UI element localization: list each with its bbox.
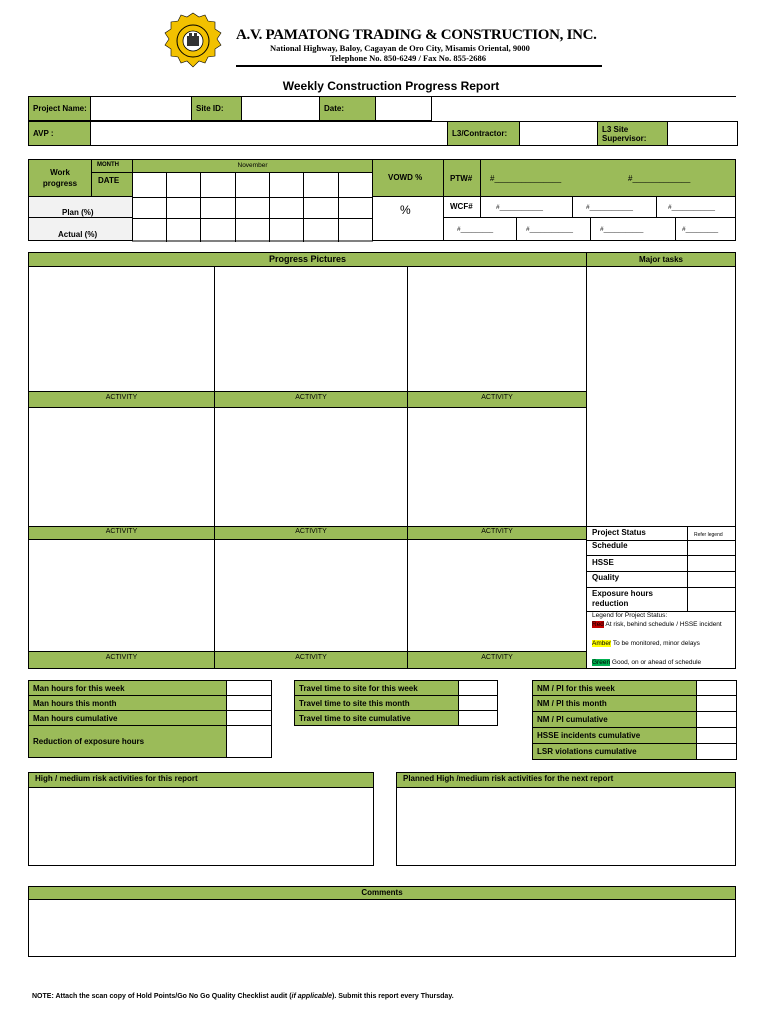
travel-time-table xyxy=(294,680,498,726)
contractor-field[interactable] xyxy=(520,122,598,146)
ref-field-3[interactable]: #___________ xyxy=(600,226,644,233)
vowd-label: VOWD % xyxy=(388,173,423,182)
company-name: A.V. PAMATONG TRADING & CONSTRUCTION, INC. xyxy=(236,27,597,43)
nm-pi-week-field[interactable] xyxy=(697,681,737,696)
planned-risk-title: Planned High /medium risk activities for the next report xyxy=(403,774,614,783)
ptw-label: PTW# xyxy=(450,174,473,183)
photo-slot[interactable] xyxy=(215,266,408,392)
site-id-field[interactable] xyxy=(242,97,320,121)
travel-cum-label: Travel time to site cumulative xyxy=(295,711,459,726)
nm-pi-cum-label: NM / PI cumulative xyxy=(533,712,697,728)
status-field[interactable] xyxy=(688,541,736,555)
hsse-metrics-table xyxy=(532,680,737,760)
activity-label[interactable]: ACTIVITY xyxy=(105,528,138,535)
major-tasks-panel[interactable] xyxy=(586,266,736,527)
date-row-label: DATE xyxy=(98,176,120,185)
activity-label[interactable]: ACTIVITY xyxy=(481,654,513,661)
activity-label[interactable]: ACTIVITY xyxy=(105,394,138,401)
legend-red: Red At risk, behind schedule / HSSE incident xyxy=(592,621,722,628)
legend-amber: Amber To be monitored, minor delays xyxy=(592,640,700,647)
work-progress-label: Work progress xyxy=(42,168,78,188)
man-hours-week-label: Man hours for this week xyxy=(29,681,227,696)
ptw-field-2[interactable]: #_____________ xyxy=(628,174,691,183)
vowd-value: % xyxy=(400,203,411,217)
amber-tag: Amber xyxy=(592,640,612,647)
report-title: Weekly Construction Progress Report xyxy=(282,79,500,93)
project-name-label: Project Name: xyxy=(29,97,91,121)
travel-cum-field[interactable] xyxy=(459,711,498,726)
activity-label[interactable]: ACTIVITY xyxy=(295,394,327,401)
man-hours-table xyxy=(28,680,272,758)
wcf-field-1[interactable]: #____________ xyxy=(496,204,543,211)
company-address: National Highway, Baloy, Cagayan de Oro City, Misamis Oriental, 9000 xyxy=(270,43,530,53)
current-risk-field[interactable] xyxy=(28,787,374,866)
avp-label: AVP : xyxy=(29,122,91,146)
wcf-field-2[interactable]: #____________ xyxy=(586,204,633,211)
footer-note: NOTE: Attach the scan copy of Hold Points/Go No Go Quality Checklist audit (if applicable). Submit this report every Thursday. xyxy=(32,993,454,1000)
man-hours-month-label: Man hours this month xyxy=(29,696,227,711)
quality-label: Quality xyxy=(592,573,620,582)
ref-field-1[interactable]: #_________ xyxy=(457,226,494,233)
refer-legend-label: Refer legend xyxy=(694,532,723,538)
month-label: MONTH xyxy=(97,162,119,168)
legend-title: Legend for Project Status: xyxy=(592,612,668,619)
exposure-label: Exposure hours reduction xyxy=(592,589,653,608)
activity-label[interactable]: ACTIVITY xyxy=(481,394,513,401)
company-phone: Telephone No. 850-6249 / Fax No. 855-2686 xyxy=(330,53,486,63)
project-status-label: Project Status xyxy=(592,528,646,537)
date-cells xyxy=(132,172,373,197)
man-hours-cum-field[interactable] xyxy=(227,711,272,726)
project-name-field[interactable] xyxy=(91,97,192,121)
status-field[interactable] xyxy=(688,556,736,571)
man-hours-week-field[interactable] xyxy=(227,681,272,696)
comments-title: Comments xyxy=(361,888,403,897)
wcf-label: WCF# xyxy=(450,202,473,211)
man-hours-month-field[interactable] xyxy=(227,696,272,711)
travel-month-label: Travel time to site this month xyxy=(295,696,459,711)
ref-field-4[interactable]: #_________ xyxy=(682,226,719,233)
activity-label[interactable]: ACTIVITY xyxy=(105,654,138,661)
lsr-violations-label: LSR violations cumulative xyxy=(533,744,697,760)
hsse-incidents-label: HSSE incidents cumulative xyxy=(533,728,697,744)
activity-label[interactable]: ACTIVITY xyxy=(295,654,327,661)
travel-month-field[interactable] xyxy=(459,696,498,711)
nm-pi-cum-field[interactable] xyxy=(697,712,737,728)
supervisor-label: L3 Site Supervisor: xyxy=(598,122,668,146)
date-label: Date: xyxy=(320,97,376,121)
schedule-label: Schedule xyxy=(592,541,628,550)
current-risk-title: High / medium risk activities for this report xyxy=(35,774,198,783)
wcf-field-3[interactable]: #____________ xyxy=(668,204,715,211)
legend-green: Green Good, on or ahead of schedule xyxy=(592,659,702,666)
green-tag: Green xyxy=(592,659,611,666)
header-rule xyxy=(236,65,602,67)
hsse-incidents-field[interactable] xyxy=(697,728,737,744)
nm-pi-week-label: NM / PI for this week xyxy=(533,681,697,696)
project-info-row-2 xyxy=(28,121,738,146)
lsr-violations-field[interactable] xyxy=(697,744,737,760)
status-field[interactable] xyxy=(688,572,736,587)
status-field[interactable] xyxy=(688,588,736,611)
nm-pi-month-label: NM / PI this month xyxy=(533,696,697,712)
contractor-label: L3/Contractor: xyxy=(448,122,520,146)
hsse-label: HSSE xyxy=(592,558,614,567)
planned-risk-field[interactable] xyxy=(396,787,736,866)
supervisor-field[interactable] xyxy=(668,122,738,146)
progress-pictures-title: Progress Pictures xyxy=(268,254,347,264)
site-id-label: Site ID: xyxy=(192,97,242,121)
month-value: November xyxy=(237,162,268,169)
red-tag: Red xyxy=(592,621,604,628)
activity-label[interactable]: ACTIVITY xyxy=(481,528,513,535)
company-logo xyxy=(160,12,226,70)
travel-week-label: Travel time to site for this week xyxy=(295,681,459,696)
photo-slot[interactable] xyxy=(408,266,587,392)
travel-week-field[interactable] xyxy=(459,681,498,696)
reduction-label: Reduction of exposure hours xyxy=(29,726,227,758)
ptw-field-1[interactable]: #_______________ xyxy=(490,174,562,183)
actual-label: Actual (%) xyxy=(58,230,98,239)
comments-field[interactable] xyxy=(28,899,736,957)
plan-label: Plan (%) xyxy=(62,208,94,217)
reduction-field[interactable] xyxy=(227,726,272,758)
major-tasks-title: Major tasks xyxy=(638,255,684,264)
activity-label[interactable]: ACTIVITY xyxy=(295,528,327,535)
ref-field-2[interactable]: #____________ xyxy=(526,226,573,233)
photo-slot[interactable] xyxy=(28,266,215,392)
man-hours-cum-label: Man hours cumulative xyxy=(29,711,227,726)
nm-pi-month-field[interactable] xyxy=(697,696,737,712)
avp-field[interactable] xyxy=(91,122,448,146)
